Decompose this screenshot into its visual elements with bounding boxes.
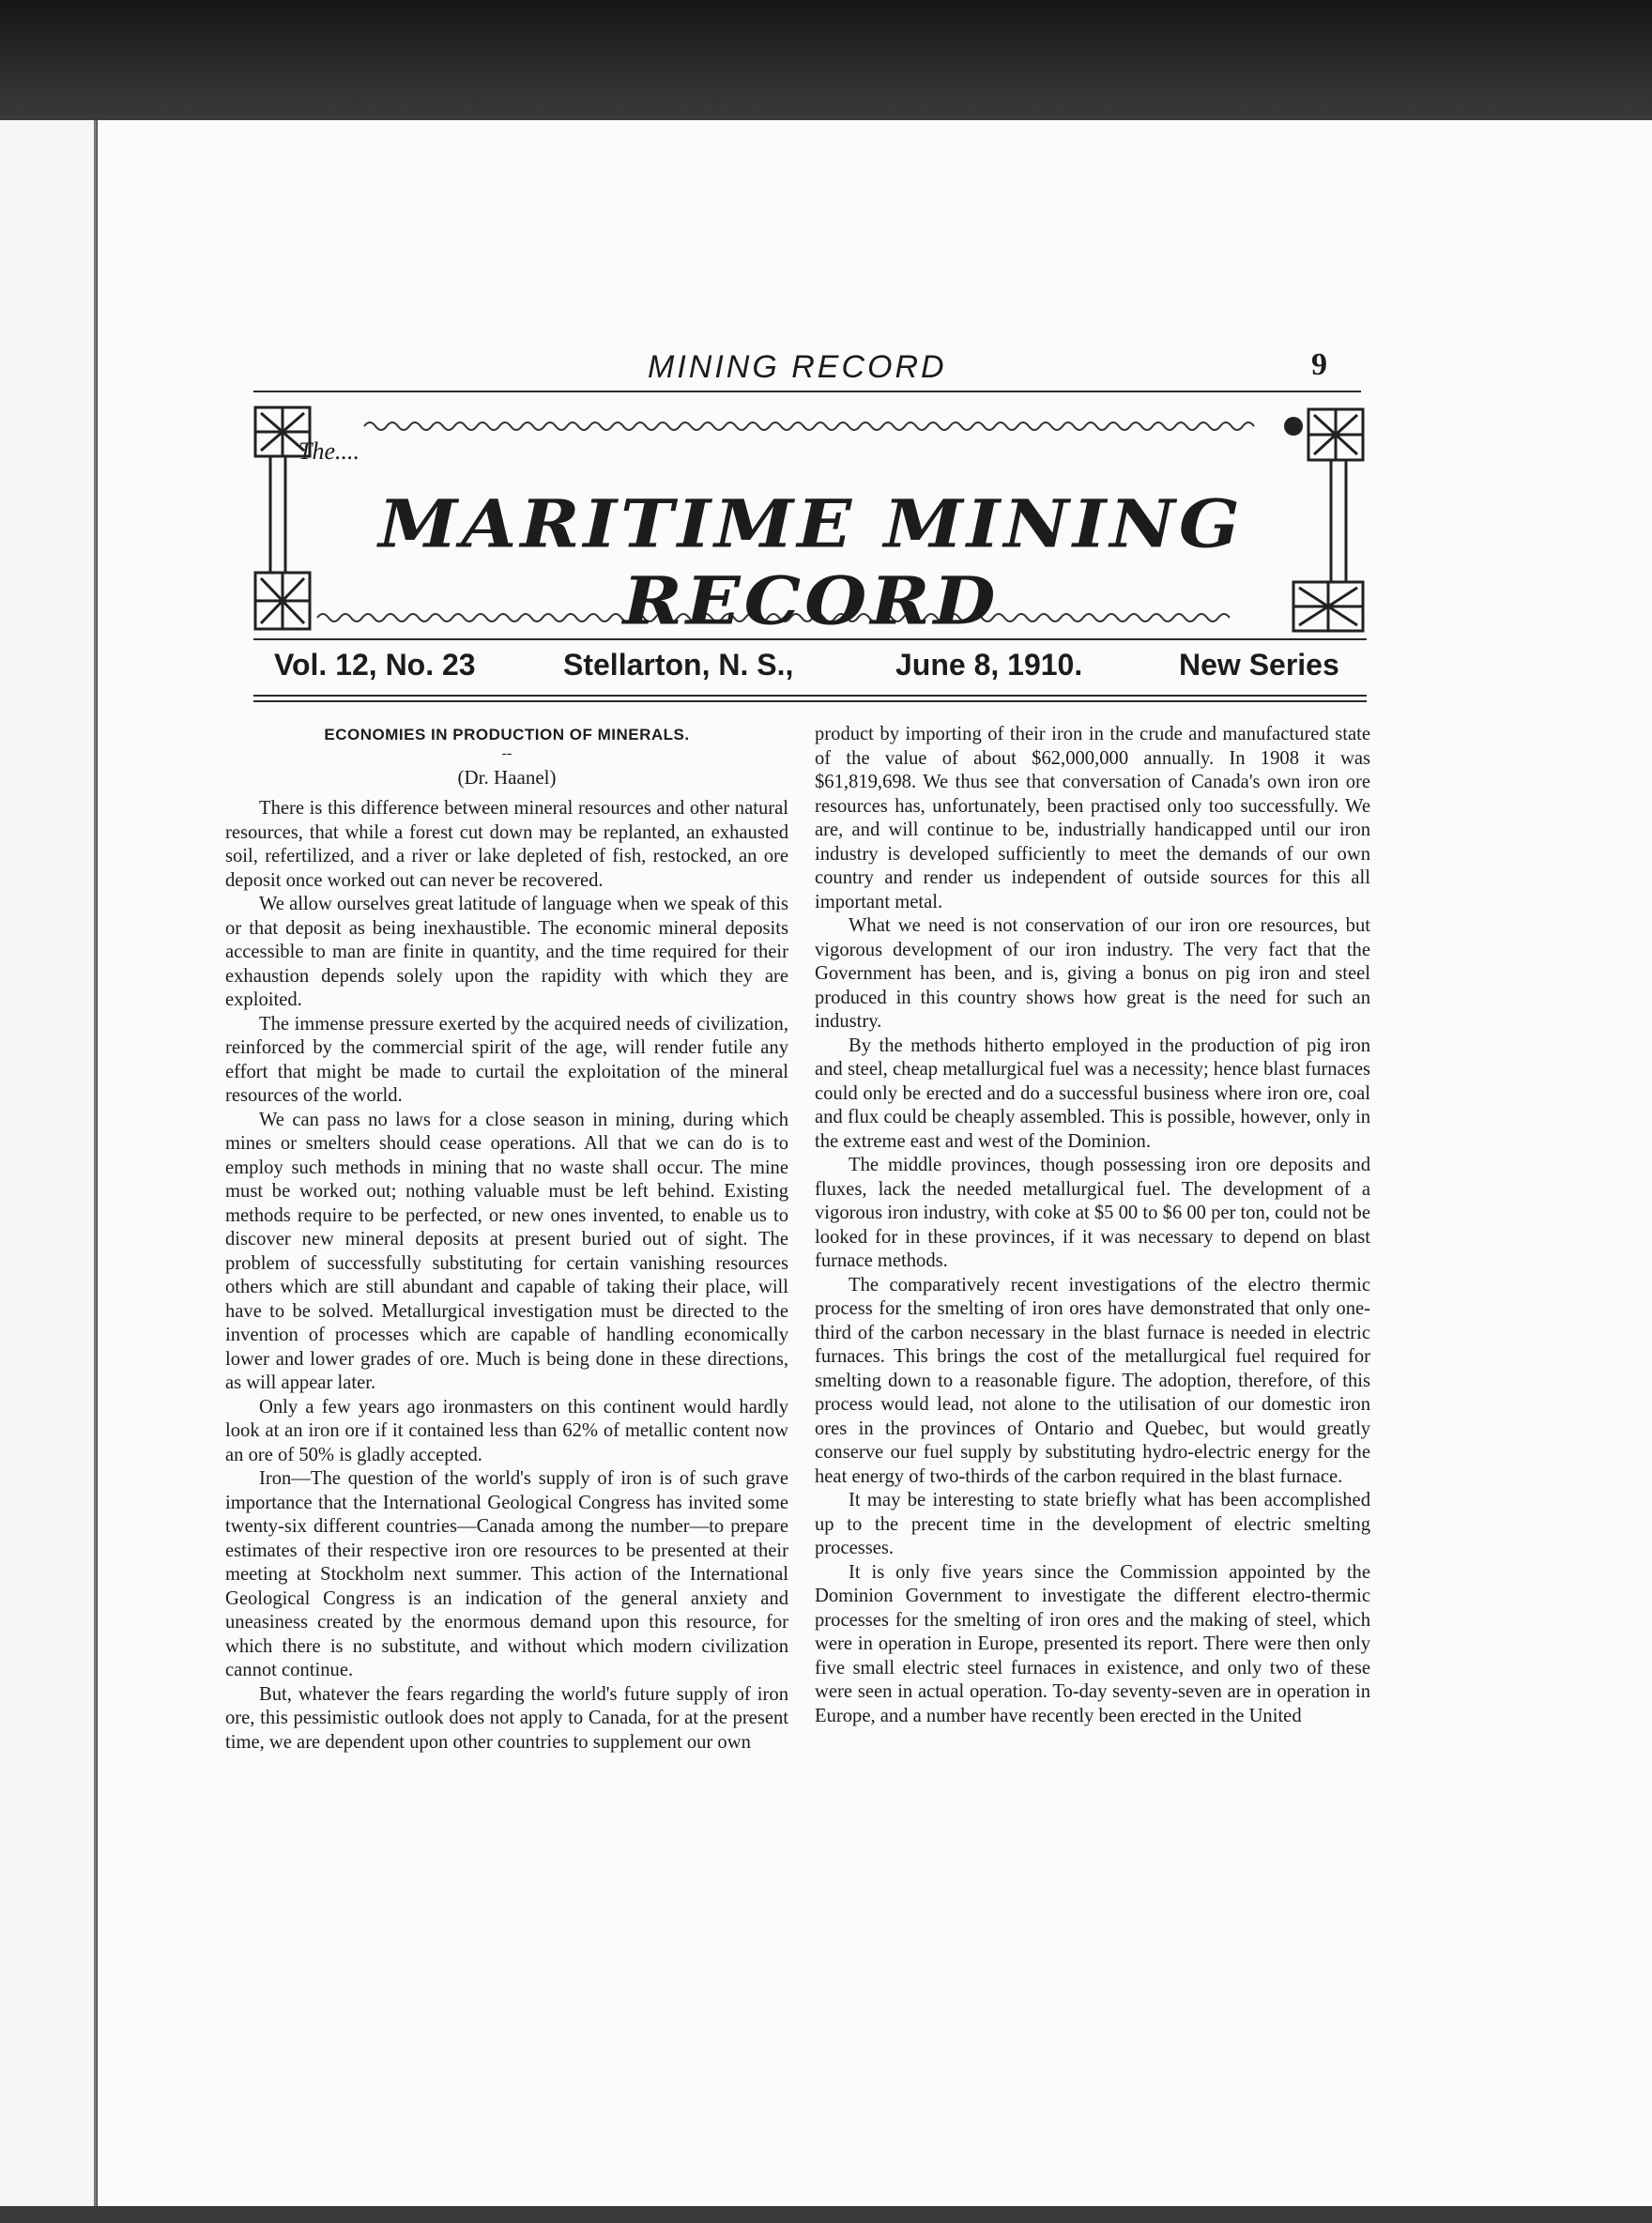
issue-rule-bottom-2 [253,700,1367,702]
page-number: 9 [1311,347,1327,382]
issue-series: New Series [1179,648,1339,682]
paragraph: But, whatever the fears regarding the world's future supply of iron ore, this pessimistic outlook does not apply to Canada, for at the present time, we are dependent upon other countries to supplement our own [225,1683,788,1753]
issue-rule-bottom-1 [253,695,1367,697]
paragraph: We allow ourselves great latitude of language when we speak of this or that deposit as being inexhaustible. The economic mineral deposits accessible to man are finite in quantity, and the time required for their exhaustion depends solely upon the rapidity with which they are exploited. [225,894,788,1010]
paragraph-continued: product by importing of their iron in the crude and manufactured state of the value of about $62,000,000 annually. In 1908 it was $61,819,698. We thus see that conversation of Canada's own iron ore resources has, unfortunately, been practised only too successfully. We are, and will continue to be, industrially handicapped until our iron industry is developed sufficiently to meet the demands of our own country and render us independent of outside sources for this all important metal. [815,724,1370,912]
scanner-background-bottom [0,2206,1652,2223]
frame-side-left [270,456,285,573]
paragraph: There is this difference between mineral resources and other natural resources, that while a forest cut down may be replanted, an exhausted soil, refertilized, and a river or lake depleted of fish, restocked, an ore deposit once worked out can never be recovered. [225,798,788,891]
paragraph: Only a few years ago ironmasters on this continent would hardly look at an iron ore if it contained less than 62% of metallic content now an ore of 50% is gladly accepted. [225,1396,788,1465]
paragraph: We can pass no laws for a close season in mining, during which mines or smelters should cease operations. All that we can do is to employ such methods in mining that no waste shall occur. The mine must be worked out; nothing valuable must be left behind. Existing methods require to be perfected, or new ones invented, to enable us to discover new mineral deposits at present buried out of sight. The problem of successfully substituting for certain vanishing resources others which are still abundant and capable of taking their place, will have to be solved. Metallurgical investigation must be directed to the invention of processes which are capable of handling economically lower and lower grades of ore. Much is being done in these directions, as will appear later. [225,1109,788,1393]
paragraph: The middle provinces, though possessing iron ore deposits and fluxes, lack the needed metallurgical fuel. The development of a vigorous iron industry, with coke at $5 00 to $6 00 per ton, could not be looked for in these provinces, if it was necessary to depend on blast furnace methods. [815,1155,1370,1271]
running-title: MINING RECORD [648,349,947,385]
paragraph: Iron—The question of the world's supply of iron is of such grave importance that the International Geological Congress has invited some twenty-six different countries—Canada among the number—to prepare estimates of their respective iron ore resources to be presented at their meeting at Stockholm next summer. This action of the International Geological Congress is an indication of the general anxiety and uneasiness created by the enormous demand upon this resource, for which there is no substitute, and without which modern civilization cannot continue. [225,1468,788,1680]
article-column-right [815,723,1370,1728]
sun-ornament [1284,417,1303,436]
masthead-title: MARITIME MINING RECORD [378,485,1244,639]
article-column-left [225,723,788,1755]
issue-date: June 8, 1910. [895,648,1083,682]
issue-rule-top [253,638,1367,640]
masthead-prefix: The.... [298,437,359,465]
paragraph: The immense pressure exerted by the acquired needs of civilization, reinforced by the commercial spirit of the age, will render futile any effort that might be made to curtail the exploitation of the mineral resources of the world. [225,1013,788,1106]
masthead [252,404,1367,639]
issue-place: Stellarton, N. S., [563,648,794,682]
paragraph: It is only five years since the Commission appointed by the Dominion Government to investigate the different electro-thermic processes for the smelting of iron ores and the making of steel, which were in operation in Europe, presented its report. There were then only five small electric steel furnaces in existence, and only two of these were seen in actual operation. To-day seventy-seven are in operation in Europe, and a number have recently been erected in the United [815,1561,1370,1726]
paragraph: What we need is not conservation of our iron ore resources, but vigorous development of our iron industry. The very fact that the Government has been, and is, giving a bonus on pig iron and steel produced in this country shows how great is the need for such an industry. [815,915,1370,1032]
paragraph: By the methods hitherto employed in the production of pig iron and steel, cheap metallurgical fuel was a necessity; hence blast furnaces could only be erected and do a successful business where iron ore, coal and flux could be cheaply assembled. This is possible, however, only in the extreme east and west of the Dominion. [815,1035,1370,1152]
paragraph: It may be interesting to state briefly what has been accomplished up to the precent time in the development of electric smelting processes. [815,1490,1370,1558]
corner-ornament-top-right [1308,409,1363,460]
issue-line [253,648,1367,698]
facing-page-edge [0,120,97,2206]
article-title: ECONOMIES IN PRODUCTION OF MINERALS. [324,726,690,744]
paragraph: The comparatively recent investigations of the electro thermic process for the smelting of iron ores have demonstrated that only one-third of the carbon necessary in the blast furnace is needed in electric furnaces. This brings the cost of the metallurgical fuel required for smelting down to a reasonable figure. The adoption, therefore, of this process would lead, not alone to the utilisation of our domestic iron ores in the provinces of Ontario and Quebec, but would greatly conserve our fuel supply by substituting hydro-electric energy for the heat energy of two-thirds of the carbon required in the blast furnace. [815,1274,1370,1487]
wavy-rule-top [364,422,1254,430]
running-header [253,345,1361,392]
issue-volume: Vol. 12, No. 23 [274,648,476,682]
scanner-background-top [0,0,1652,120]
article-byline: (Dr. Haanel) [457,765,557,789]
title-dash: -- [501,744,512,761]
